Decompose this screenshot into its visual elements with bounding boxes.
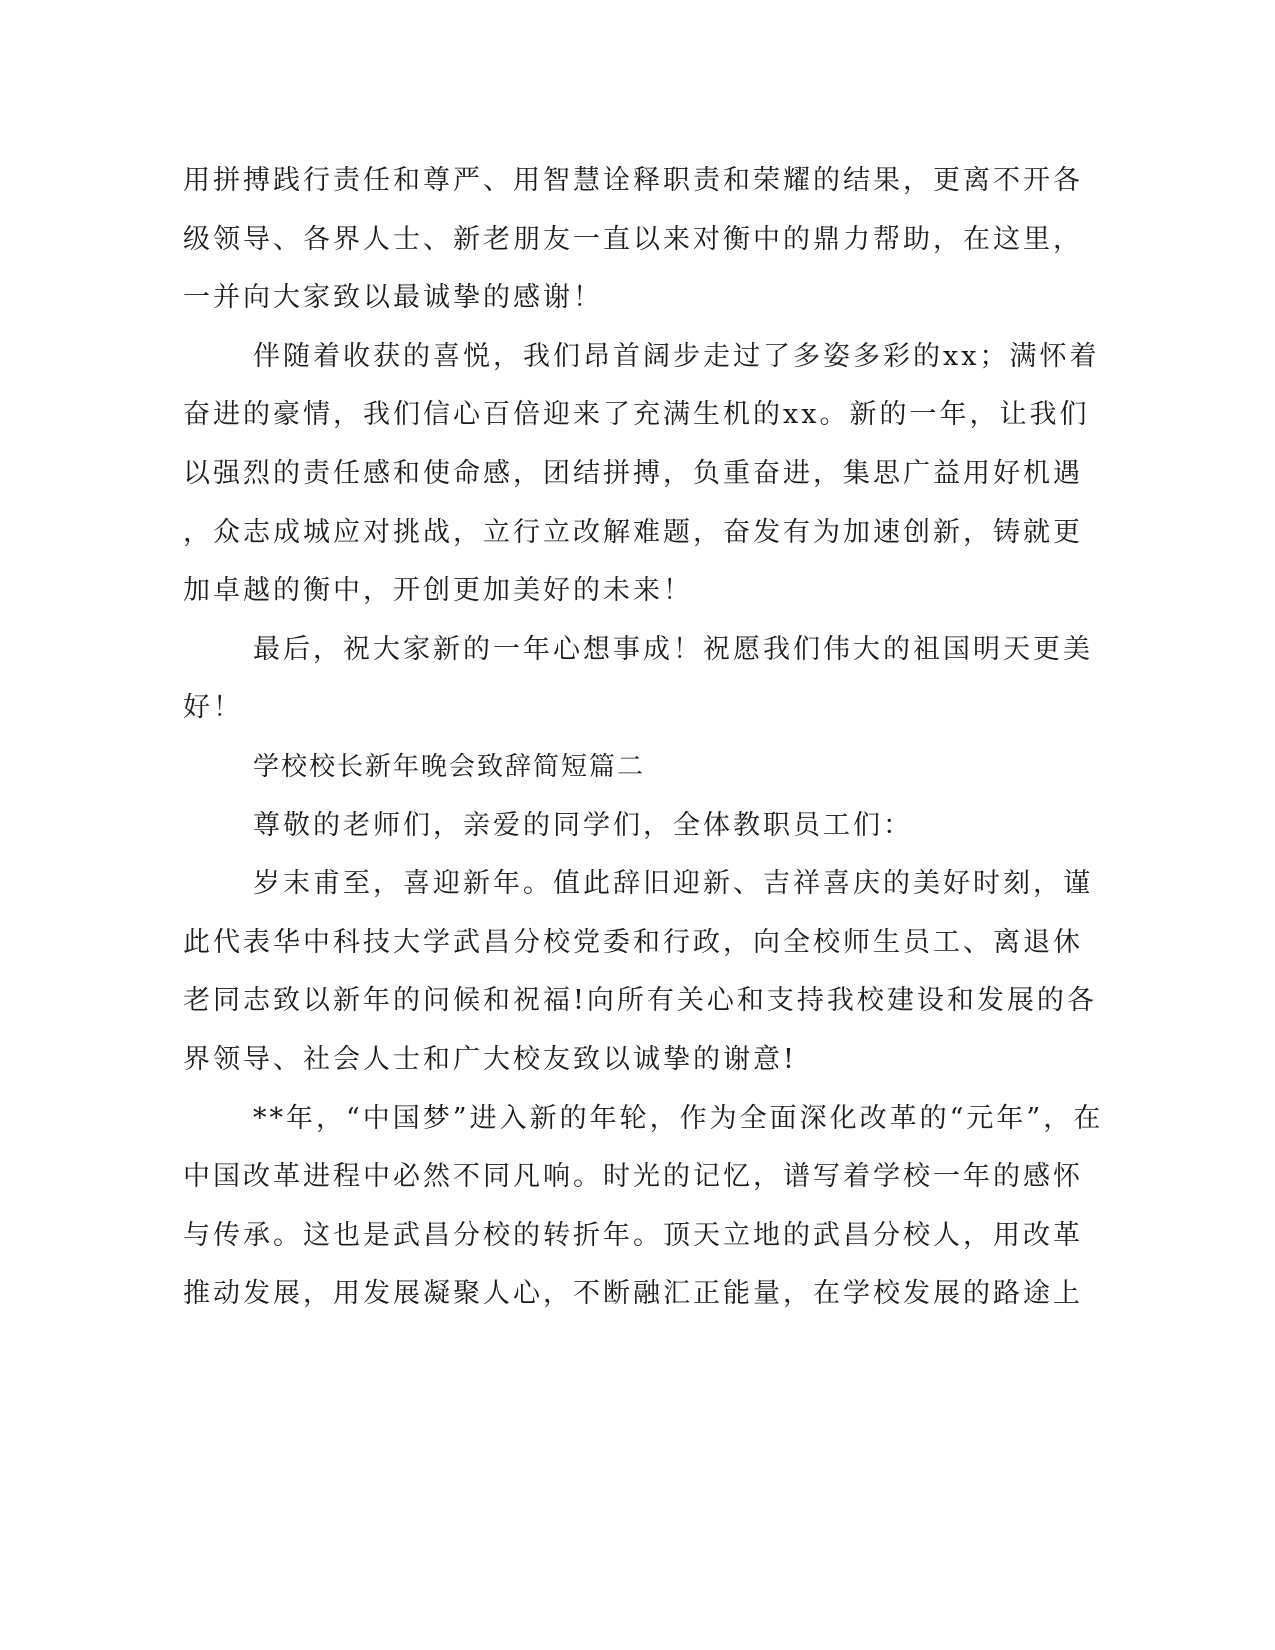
text-line: 以强烈的责任感和使命感，团结拼搏，负重奋进，集思广益用好机遇: [183, 457, 1083, 489]
text-line: 用拼搏践行责任和尊严、用智慧诠释职责和荣耀的结果，更离不开各: [183, 165, 1083, 196]
salutation: 尊敬的老师们，亲爱的同学们，全体教职员工们：: [253, 809, 913, 841]
text-line: 推动发展，用发展凝聚人心，不断融汇正能量，在学校发展的路途上: [183, 1278, 1083, 1310]
text-line: 与传承。这也是武昌分校的转折年。顶天立地的武昌分校人，用改革: [183, 1219, 1083, 1251]
text-line: 一并向大家致以最诚挚的感谢！: [183, 282, 603, 314]
paragraph-first-line: 岁末甫至，喜迎新年。值此辞旧迎新、吉祥喜庆的美好时刻，谨: [253, 868, 1093, 900]
text-line: 老同志致以新年的问候和祝福!向所有关心和支持我校建设和发展的各: [183, 985, 1097, 1017]
text-line: 中国改革进程中必然不同凡响。时光的记忆，谱写着学校一年的感怀: [183, 1161, 1083, 1193]
paragraph-first-line: 伴随着收获的喜悦，我们昂首阔步走过了多姿多彩的xx；满怀着: [253, 340, 1100, 372]
text-line: ，众志成城应对挑战，立行立改解难题，奋发有为加速创新，铸就更: [183, 516, 1083, 548]
text-line: 此代表华中科技大学武昌分校党委和行政，向全校师生员工、离退休: [183, 926, 1083, 958]
paragraph-first-line: **年，“中国梦”进入新的年轮，作为全面深化改革的“元年”，在: [253, 1102, 1104, 1134]
document-body: [183, 152, 1104, 1324]
text-line: 界领导、社会人士和广大校友致以诚挚的谢意!: [183, 1043, 797, 1075]
text-line: 奋进的豪情，我们信心百倍迎来了充满生机的xx。新的一年，让我们: [183, 399, 1090, 431]
text-line: 加卓越的衡中，开创更加美好的未来！: [183, 575, 693, 607]
paragraph-first-line: 最后，祝大家新的一年心想事成！祝愿我们伟大的祖国明天更美: [253, 633, 1093, 665]
text-line: 级领导、各界人士、新老朋友一直以来对衡中的鼎力帮助，在这里，: [183, 223, 1083, 255]
section-heading: 学校校长新年晚会致辞简短篇二: [253, 751, 646, 782]
text-line: 好！: [183, 692, 243, 724]
